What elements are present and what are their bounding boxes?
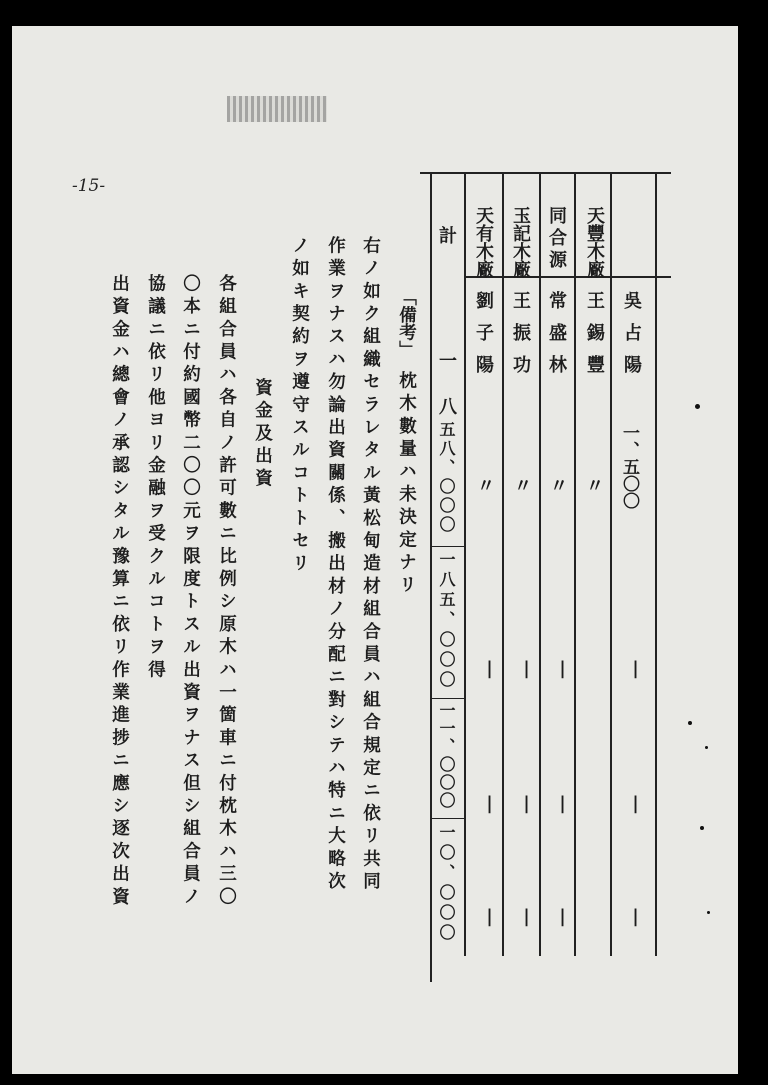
document-page [12, 26, 738, 1074]
row-2-amount-3: | [552, 658, 573, 679]
row-2-amount-5: | [552, 906, 573, 927]
total-amount-4: 一一、〇〇〇 [437, 702, 456, 810]
remark-title: 「備考」 [396, 288, 417, 358]
body-line-4: 各組合員ハ各自ノ許可數ニ比例シ原木ハ一箇車ニ付枕木ハ三〇 [216, 274, 237, 910]
row-3-person: 王振功 [510, 291, 531, 387]
total-amount-2: 五八、〇〇〇 [437, 421, 456, 535]
margin-speck [705, 746, 708, 749]
row-2-person: 常盛林 [546, 291, 567, 387]
header-stamp [227, 96, 327, 122]
row-2-ditto: 〃 [547, 476, 568, 494]
total-amount-1: 一八 [436, 351, 457, 443]
row-4-amount-5: | [479, 906, 500, 927]
margin-speck [707, 911, 710, 914]
row-1-amount-1: 一、五〇〇 [619, 424, 639, 509]
row-3-ditto: 〃 [511, 476, 532, 494]
body-line-1: 右ノ如ク組織セラレタル黃松甸造材組合員ハ組合規定ニ依リ共同 [360, 236, 381, 895]
body-line-5: 〇本ニ付約國幣二〇〇元ヲ限度トスル出資ヲナス但シ組合員ノ [180, 274, 201, 910]
body-line-7: 出資金ハ總會ノ承認シタル豫算ニ依リ作業進捗ニ應シ逐次出資 [109, 274, 130, 910]
total-amount-5: 一〇、〇〇〇 [437, 824, 456, 944]
total-amount-3: 一八五、〇〇〇 [437, 551, 456, 691]
row-1-person: 王錫豐 [584, 291, 605, 387]
row-1-name: 天豐木廠 [584, 206, 605, 278]
row-1-amount-4: | [625, 793, 646, 814]
row-4-amount-4: | [479, 793, 500, 814]
total-label: 計 [436, 226, 457, 244]
row-3-name: 玉記木廠 [510, 206, 531, 278]
row-4-name: 天有木廠 [473, 206, 494, 278]
row-1-ditto: 〃 [583, 476, 604, 494]
row-4-person: 劉子陽 [473, 291, 494, 387]
margin-speck [700, 826, 704, 830]
margin-speck [695, 404, 700, 409]
row-4-amount-3: | [479, 658, 500, 679]
margin-speck [688, 721, 692, 725]
row-1-amount-3: | [625, 658, 646, 679]
row-4-ditto: 〃 [474, 476, 495, 494]
row-3-amount-3: | [516, 658, 537, 679]
section-title: 資金及出資 [252, 378, 273, 492]
remark-text: 枕木數量ハ未決定ナリ [396, 371, 417, 598]
row-3-amount-4: | [516, 793, 537, 814]
row-3-amount-5: | [516, 906, 537, 927]
header-person: 吳占陽 [621, 291, 642, 387]
page-number: -15- [72, 176, 106, 196]
row-2-name: 同合源 [546, 206, 567, 272]
row-1-amount-5: | [625, 906, 646, 927]
body-line-3: ノ如キ契約ヲ遵守スルコトトセリ [289, 236, 310, 577]
body-line-6: 協議ニ依リ他ヨリ金融ヲ受クルコトヲ得 [145, 274, 166, 683]
row-2-amount-4: | [552, 793, 573, 814]
body-line-2: 作業ヲナスハ勿論出資關係、搬出材ノ分配ニ對シテハ特ニ大略次 [325, 236, 346, 895]
